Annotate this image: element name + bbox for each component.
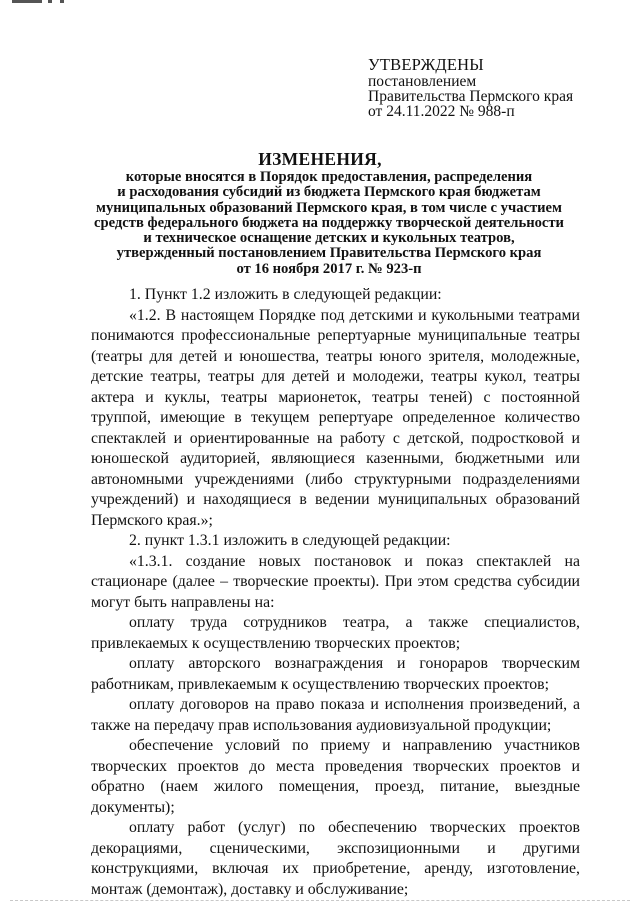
scan-mark [48, 0, 52, 3]
subtitle-line: средств федерального бюджета на поддержку творческой деятельности [94, 214, 564, 231]
scan-mark [60, 0, 64, 3]
document-subtitle [84, 170, 574, 277]
list-item: оплату авторского вознаграждения и гонораров творческим работникам, привлекаемым к осуществлению творческих проектов; [91, 655, 580, 693]
subtitle-line: утвержденный постановлением Правительства Пермского края [116, 245, 542, 262]
list-item: оплату договоров на право показа и исполнения произведений, а также на передачу прав использования аудиовизуальной продукции; [91, 696, 580, 734]
subtitle-line: от 16 ноября 2017 г. № 923-п [236, 260, 422, 277]
paragraph-quote-1-3-1: «1.3.1. создание новых постановок и показ спектаклей на стационаре (далее – творческие проекты). При этом средства субсидии могут быть направлены на: [91, 552, 580, 611]
subtitle-line: и техническое оснащение детских и кукольных театров, [143, 230, 515, 247]
document-title: ИЗМЕНЕНИЯ, [258, 149, 382, 169]
scan-edge-divider [10, 899, 630, 901]
paragraph-item-2: 2. пункт 1.3.1 изложить в следующей редакции: [129, 532, 451, 549]
paragraph-item-1: 1. Пункт 1.2 изложить в следующей редакции: [129, 286, 442, 303]
list-item: оплату труда сотрудников театра, а также специалистов, привлекаемых к осуществлению творческих проектов; [91, 614, 580, 652]
scan-mark [12, 0, 42, 3]
approval-block [368, 56, 573, 119]
approval-date: от 24.11.2022 № 988-п [368, 103, 515, 120]
paragraph-quote-1-2: «1.2. В настоящем Порядке под детскими и кукольными театрами понимаются профессиональные репертуарные муниципальные театры (театры для детей и юношества, театры юного зрителя, молодежные, детские театры, театры для детей и молодежи, театры кукол, театры актера и куклы, театры марионеток, театры теней) с постоянной труппой, имеющие в текущем репертуаре определенное количество спектаклей и ориентированные на работу с детской, подростковой и юношеской аудиторией, являющиеся казенными, бюджетными или автономными учреждениями (либо структурными подразделениями учреждений) и находящиеся в ведении муниципальных образований Пермского края.»; [91, 306, 580, 529]
list-item: обеспечение условий по приему и направлению участников творческих проектов до места проведения творческих проектов и обратно (наем жилого помещения, проезд, питание, выездные документы); [91, 737, 580, 816]
approval-heading: УТВЕРЖДЕНЫ [368, 55, 484, 74]
subtitle-line: которые вносятся в Порядок предоставления, распределения [125, 169, 533, 185]
list-item: оплату работ (услуг) по обеспечению творческих проектов декорациями, сценическими, экспозиционными и другими конструкциями, включая их приобретение, аренду, изготовление, монтаж (демонтаж), доставку и обслуживание; [91, 819, 580, 898]
subtitle-line: муниципальных образований Пермского края, в том числе с участием [96, 199, 562, 216]
subtitle-line: и расходования субсидий из бюджета Пермского края бюджетам [117, 184, 541, 201]
approval-line: постановлением [368, 73, 477, 90]
document-body [91, 285, 580, 900]
approval-line: Правительства Пермского края [368, 88, 574, 105]
